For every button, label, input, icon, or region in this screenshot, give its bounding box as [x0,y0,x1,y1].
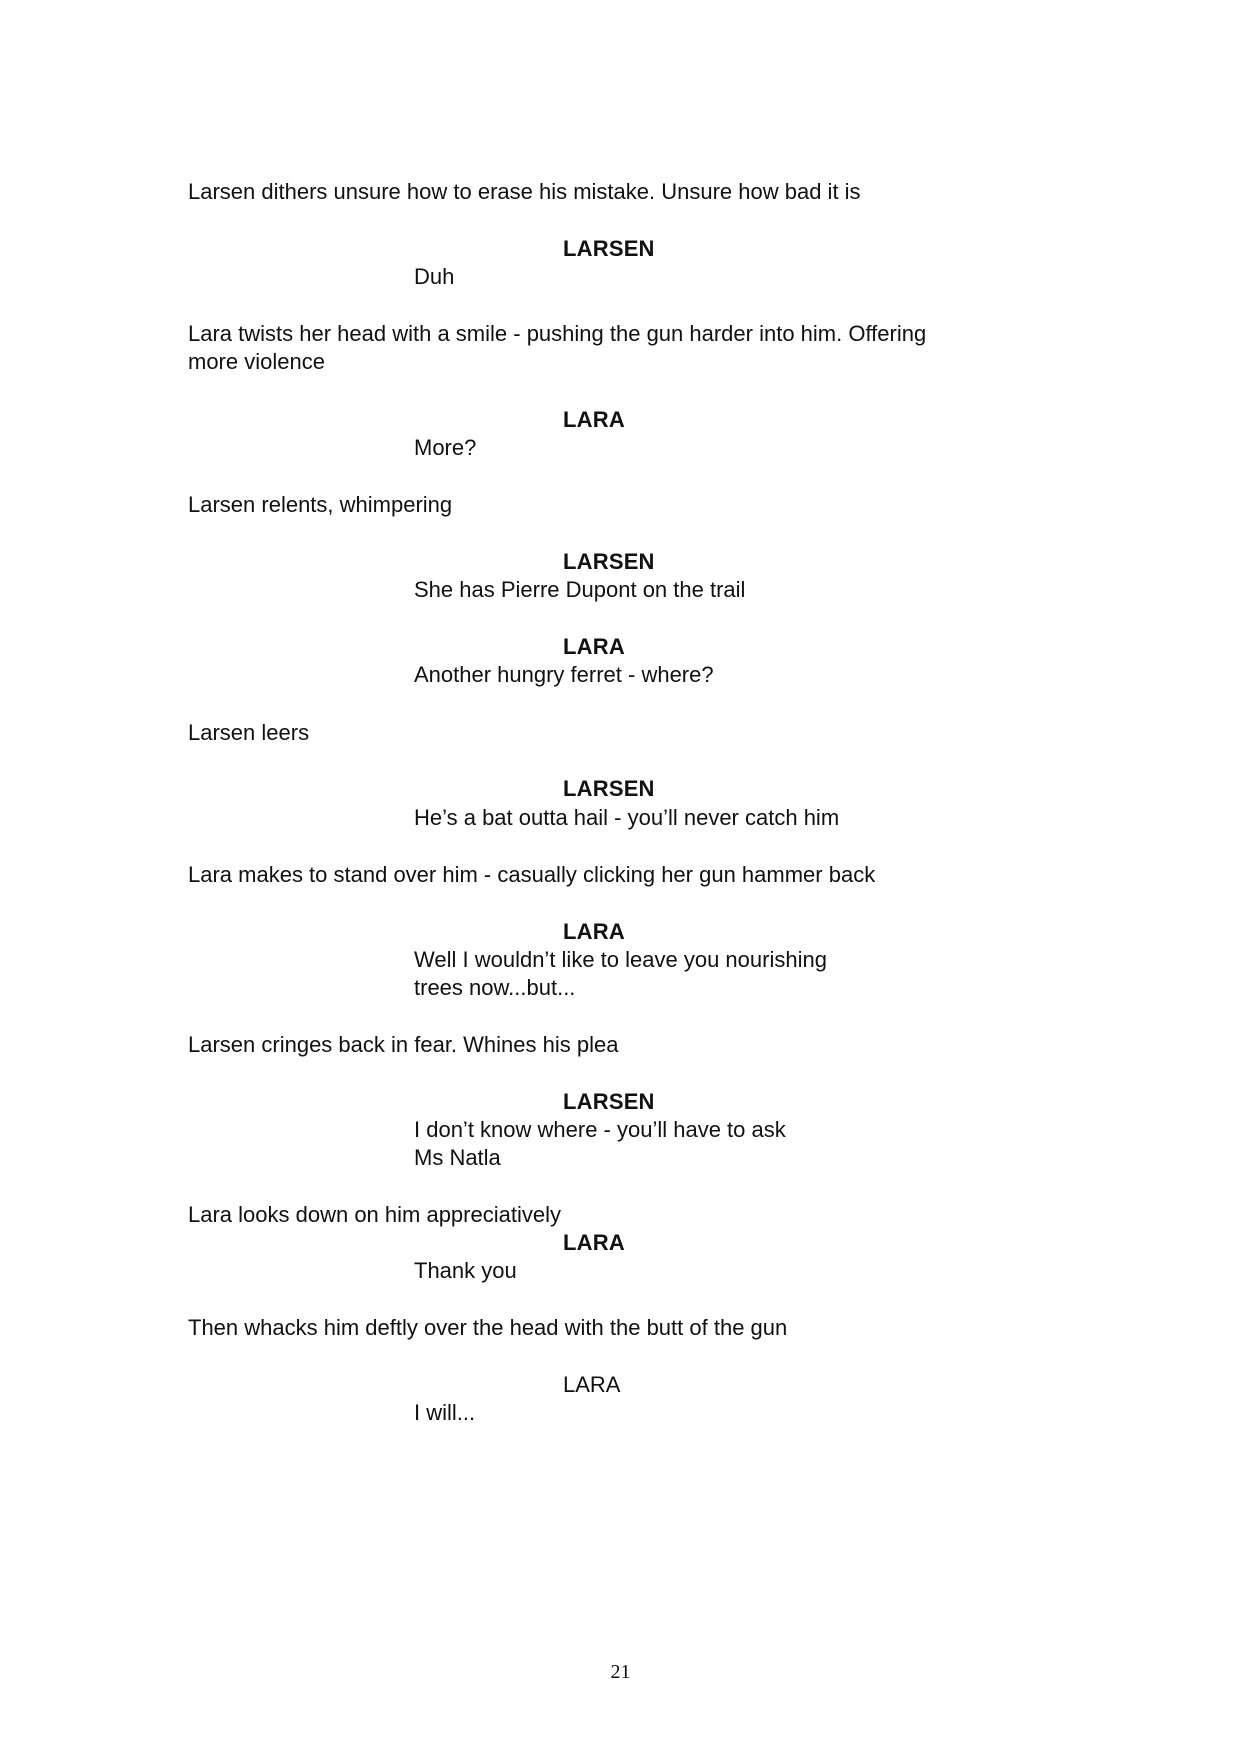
dialogue-line: trees now...but... [414,975,576,1000]
character-name: LARA [563,919,625,944]
dialogue-line: He’s a bat outta hail - you’ll never catch him [414,805,840,830]
character-name: LARSEN [563,1089,655,1114]
dialogue-line: I will... [414,1400,476,1425]
character-name: LARA [563,634,625,659]
action-line: Larsen cringes back in fear. Whines his plea [188,1032,619,1057]
action-line: Larsen leers [188,720,310,745]
character-name: LARSEN [563,776,655,801]
dialogue-line: She has Pierre Dupont on the trail [414,577,746,602]
action-line: Larsen dithers unsure how to erase his mistake. Unsure how bad it is [188,179,861,204]
character-name: LARA [563,407,625,432]
action-line: more violence [188,349,325,374]
dialogue-line: Another hungry ferret - where? [414,662,714,687]
dialogue-line: Well I wouldn’t like to leave you nourishing [414,947,827,972]
dialogue-line: I don’t know where - you’ll have to ask [414,1117,786,1142]
character-name: LARSEN [563,236,655,261]
dialogue-line: Thank you [414,1258,517,1283]
page-number: 21 [610,1661,631,1683]
action-line: Larsen relents, whimpering [188,492,453,517]
dialogue-line: More? [414,435,477,460]
action-line: Lara makes to stand over him - casually clicking her gun hammer back [188,862,876,887]
character-name: LARA [563,1372,621,1397]
action-line: Lara looks down on him appreciatively [188,1202,561,1227]
action-line: Lara twists her head with a smile - pushing the gun harder into him. Offering [188,321,927,346]
dialogue-line: Duh [414,264,455,289]
dialogue-line: Ms Natla [414,1145,501,1170]
action-line: Then whacks him deftly over the head with the butt of the gun [188,1315,788,1340]
character-name: LARSEN [563,549,655,574]
character-name: LARA [563,1230,625,1255]
